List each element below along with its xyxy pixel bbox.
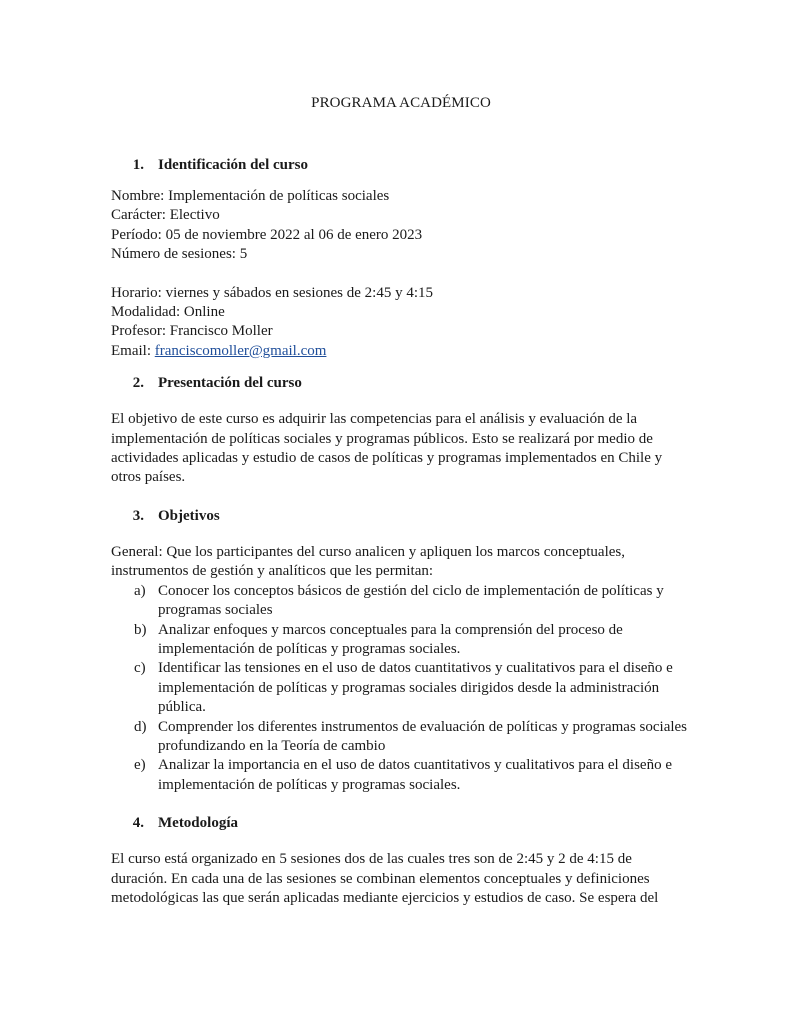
list-item	[111, 582, 691, 621]
list-item-text: Analizar enfoques y marcos conceptuales para la comprensión del proceso de implementación de políticas y programas sociales.	[158, 621, 623, 657]
section-title: Metodología	[158, 815, 238, 832]
methodology-paragraph: El curso está organizado en 5 sesiones dos de las cuales tres son de 2:45 y 2 de 4:15 de duración. En cada una de las sesiones se combinan elementos conceptuales y definiciones metodológicas las que serán aplicadas mediante ejercicios y estudios de caso. Se espera del	[111, 851, 659, 906]
document-title: PROGRAMA ACADÉMICO	[311, 95, 491, 111]
section-title: Objetivos	[158, 507, 220, 524]
section-heading-objetivos	[111, 506, 691, 526]
list-item	[111, 621, 691, 660]
section-number: 1.	[132, 157, 144, 173]
course-sessions: Número de sesiones: 5	[111, 246, 248, 263]
presentation-paragraph: El objetivo de este curso es adquirir las competencias para el análisis y evaluación de la implementación de políticas sociales y programas públicos. Esto se realizará por medio de actividades aplicadas y estudio de casos de políticas y programas implementados en Chile y otros países.	[111, 411, 663, 486]
list-item	[111, 756, 691, 795]
course-character: Carácter: Electivo	[111, 207, 220, 224]
section-number: 3.	[132, 507, 144, 524]
course-schedule: Horario: viernes y sábados en sesiones de 2:45 y 4:15	[111, 284, 434, 301]
list-item-text: Conocer los conceptos básicos de gestión del ciclo de implementación de políticas y programas sociales	[158, 582, 664, 619]
list-item	[111, 718, 691, 757]
course-email-line	[111, 342, 691, 361]
section-title: Presentación del curso	[158, 375, 302, 392]
section-heading-presentacion	[111, 373, 691, 393]
section-heading-identificacion	[111, 155, 691, 175]
list-item-text: Analizar la importancia en el uso de datos cuantitativos y cualitativos para el diseño e implementación de políticas y programas sociales.	[158, 757, 672, 793]
course-modality: Modalidad: Online	[111, 304, 225, 321]
list-marker: b)	[134, 621, 147, 638]
course-info-block	[111, 187, 691, 265]
section-number: 2.	[132, 375, 144, 392]
list-marker: c)	[134, 660, 146, 677]
list-marker: a)	[134, 582, 146, 599]
section-title: Identificación del curso	[158, 157, 308, 173]
email-link[interactable]: franciscomoller@gmail.com	[154, 342, 327, 359]
list-item	[111, 659, 691, 717]
objectives-list	[111, 582, 691, 795]
list-marker: e)	[134, 757, 146, 774]
section-number: 4.	[132, 815, 144, 832]
section-heading-metodologia	[111, 813, 691, 833]
list-marker: d)	[134, 718, 147, 735]
list-item-text: Identificar las tensiones en el uso de datos cuantitativos y cualitativos para el diseño e implementación de políticas y programas sociales dirigidos desde la administración pública.	[158, 660, 673, 716]
document-content	[111, 93, 691, 908]
email-label: Email:	[111, 342, 155, 359]
course-name: Nombre: Implementación de políticas sociales	[111, 188, 390, 204]
course-period: Período: 05 de noviembre 2022 al 06 de enero 2023	[111, 226, 423, 243]
list-item-text: Comprender los diferentes instrumentos de evaluación de políticas y programas sociales profundizando en la Teoría de cambio	[158, 718, 688, 754]
objectives-intro: General: Que los participantes del curso analicen y apliquen los marcos conceptuales, instrumentos de gestión y analíticos que les permitan:	[111, 543, 625, 580]
course-professor: Profesor: Francisco Moller	[111, 323, 273, 340]
course-schedule-block	[111, 284, 691, 362]
